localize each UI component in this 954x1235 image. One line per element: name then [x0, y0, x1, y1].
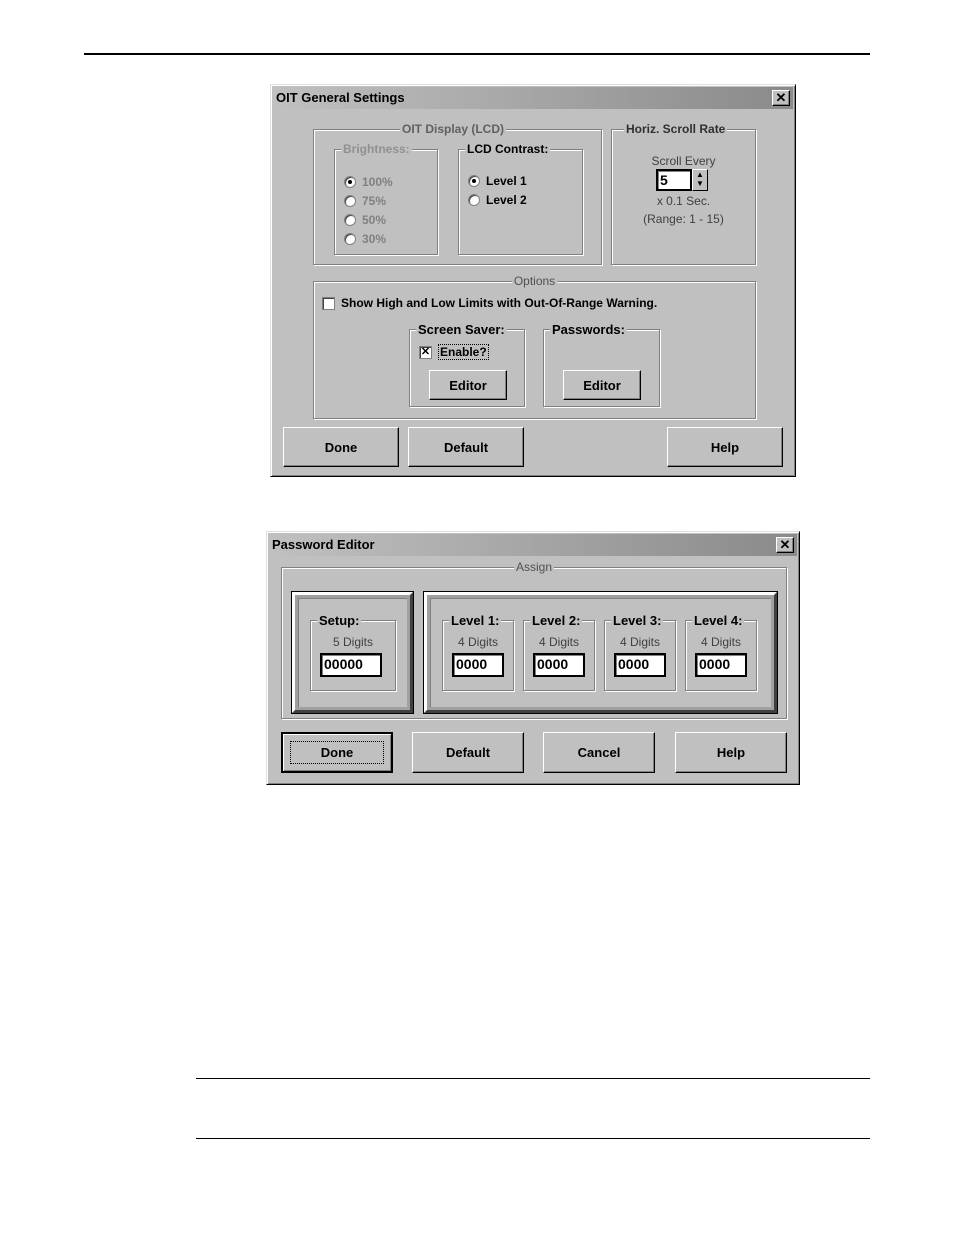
oit-display-legend: OIT Display (LCD)	[402, 122, 505, 136]
level-2-legend: Level 2:	[532, 613, 581, 628]
scroll-rate-input[interactable]: 5	[656, 169, 692, 191]
dialog-title: OIT General Settings	[276, 90, 405, 105]
level-3-password-input[interactable]: 0000	[614, 653, 666, 677]
bottom-rule-1	[196, 1078, 870, 1079]
passwords-group	[543, 322, 660, 407]
brightness-option[interactable]: 75%	[344, 194, 386, 208]
password-editor-titlebar[interactable]	[269, 534, 797, 556]
lcd-contrast-legend: LCD Contrast:	[467, 142, 549, 156]
cancel-button[interactable]: Cancel	[543, 732, 655, 773]
radio-icon	[344, 195, 356, 207]
scroll-rate-spinner[interactable]	[692, 169, 708, 191]
level-2-digits-label: 4 Digits	[538, 635, 579, 649]
level-3-group	[604, 613, 676, 691]
done-button[interactable]: Done	[283, 427, 399, 467]
screen-saver-legend: Screen Saver:	[418, 322, 505, 337]
level-1-group	[442, 613, 514, 691]
top-rule	[84, 53, 870, 55]
level-4-legend: Level 4:	[694, 613, 743, 628]
dialog-title: Password Editor	[272, 537, 375, 552]
options-legend: Options	[513, 274, 556, 288]
setup-password-input[interactable]: 00000	[320, 653, 382, 677]
scroll-range-label: (Range: 1 - 15)	[643, 212, 724, 226]
default-button[interactable]: Default	[408, 427, 524, 467]
help-button[interactable]: Help	[675, 732, 787, 773]
level-3-legend: Level 3:	[613, 613, 662, 628]
setup-legend: Setup:	[319, 613, 360, 628]
help-button[interactable]: Help	[667, 427, 783, 467]
radio-selected-icon	[344, 176, 356, 188]
assign-group	[281, 560, 787, 719]
checked-icon: ✕	[420, 345, 431, 358]
screen-saver-editor-button[interactable]: Editor	[429, 370, 507, 400]
spin-down-icon[interactable]: ▼	[696, 179, 704, 188]
close-icon[interactable]: ✕	[776, 537, 794, 553]
passwords-editor-button[interactable]: Editor	[563, 370, 641, 400]
contrast-option-level-1[interactable]: Level 1	[468, 174, 527, 188]
radio-selected-icon	[468, 175, 480, 187]
level-4-digits-label: 4 Digits	[700, 635, 741, 649]
bottom-rule-2	[196, 1138, 870, 1139]
limits-checkbox[interactable]: Show High and Low Limits with Out-Of-Range Warning.	[322, 296, 657, 310]
brightness-group	[334, 142, 438, 255]
brightness-option[interactable]: 50%	[344, 213, 386, 227]
level-3-digits-label: 4 Digits	[619, 635, 660, 649]
password-editor-dialog	[266, 531, 800, 785]
level-4-group	[685, 613, 757, 691]
radio-icon	[344, 233, 356, 245]
lcd-contrast-group	[458, 142, 583, 255]
assign-legend: Assign	[515, 560, 553, 574]
brightness-option[interactable]: 30%	[344, 232, 386, 246]
level-1-password-input[interactable]: 0000	[452, 653, 504, 677]
general-settings-titlebar[interactable]	[273, 87, 793, 109]
brightness-legend: Brightness:	[343, 142, 410, 156]
levels-panel	[424, 592, 777, 713]
level-1-digits-label: 4 Digits	[457, 635, 498, 649]
oit-display-group	[313, 122, 602, 265]
screen-saver-group	[409, 322, 525, 407]
default-button[interactable]: Default	[412, 732, 524, 773]
enable-checkbox[interactable]: ✕ Enable?	[420, 345, 487, 359]
radio-icon	[468, 194, 480, 206]
scroll-rate-legend: Horiz. Scroll Rate	[626, 122, 726, 136]
contrast-option-level-2[interactable]: Level 2	[468, 193, 527, 207]
radio-icon	[344, 214, 356, 226]
spin-up-icon[interactable]: ▲	[696, 170, 704, 179]
done-button[interactable]: Done	[281, 732, 393, 773]
level-1-legend: Level 1:	[451, 613, 500, 628]
setup-panel	[292, 592, 413, 713]
brightness-option[interactable]: 100%	[344, 175, 393, 189]
scroll-rate-group	[611, 122, 756, 265]
level-2-password-input[interactable]: 0000	[533, 653, 585, 677]
scroll-unit-label: x 0.1 Sec.	[656, 194, 711, 208]
setup-digits-label: 5 Digits	[332, 635, 373, 649]
level-2-group	[523, 613, 595, 691]
setup-group	[310, 613, 396, 691]
checkbox-icon	[322, 297, 335, 310]
scroll-every-label: Scroll Every	[651, 154, 716, 168]
general-settings-dialog	[270, 84, 796, 477]
level-4-password-input[interactable]: 0000	[695, 653, 747, 677]
close-icon[interactable]: ✕	[772, 90, 790, 106]
passwords-legend: Passwords:	[552, 322, 625, 337]
options-group	[313, 274, 756, 419]
